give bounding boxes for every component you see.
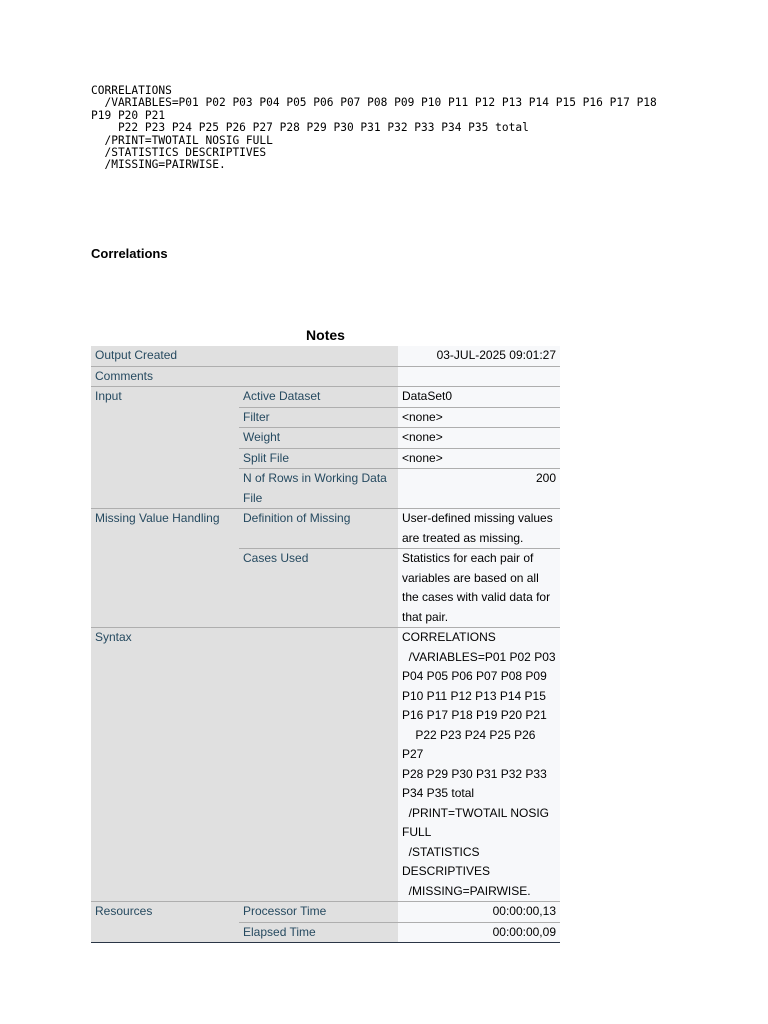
row-label: Output Created (91, 346, 398, 366)
cell-value: Statistics for each pair of variables are based on all the cases with valid data for that pair. (398, 549, 560, 628)
cell-value: 00:00:00,09 (398, 922, 560, 943)
syntax-value-line: P10 P11 P12 P13 P14 P15 (402, 688, 546, 703)
group-label: Resources (91, 902, 239, 943)
table-row (91, 509, 560, 549)
table-row (91, 628, 560, 902)
cell-value: 00:00:00,13 (398, 902, 560, 923)
cell-value: User-defined missing values are treated as missing. (398, 509, 560, 549)
cell-value: 03-JUL-2025 09:01:27 (398, 346, 560, 366)
syntax-line: CORRELATIONS (91, 84, 172, 97)
syntax-value-line: P28 P29 P30 P31 P32 P33 (402, 766, 547, 781)
row-label: N of Rows in Working Data File (239, 469, 398, 509)
cell-value: <none> (398, 428, 560, 449)
syntax-value-line: P34 P35 total (402, 786, 475, 800)
row-label: Split File (239, 448, 398, 469)
row-label: Processor Time (239, 902, 398, 923)
syntax-value-line: P16 P17 P18 P19 P20 P21 (402, 708, 547, 722)
notes-table-title: Notes (306, 327, 345, 343)
cell-value: DataSet0 (398, 387, 560, 408)
syntax-value-line: /VARIABLES=P01 P02 P03 (402, 649, 556, 664)
section-heading: Correlations (91, 246, 168, 261)
cell-value: <none> (398, 448, 560, 469)
syntax-value-line: P22 P23 P24 P25 P26 P27 (402, 727, 539, 761)
cell-value (398, 366, 560, 387)
row-label: Definition of Missing (239, 509, 398, 549)
row-label: Cases Used (239, 549, 398, 628)
cell-value: <none> (398, 407, 560, 428)
syntax-value-line: P04 P05 P06 P07 P08 P09 (402, 669, 547, 683)
syntax-code-block (91, 85, 657, 172)
row-label: Weight (239, 428, 398, 449)
row-label: Syntax (91, 628, 398, 902)
syntax-line: /STATISTICS DESCRIPTIVES (91, 146, 267, 160)
cell-value: 200 (398, 469, 560, 509)
syntax-line: P22 P23 P24 P25 P26 P27 P28 P29 P30 P31 P32 P33 P34 P35 total (91, 121, 529, 135)
syntax-value-cell (398, 628, 560, 902)
syntax-line: /MISSING=PAIRWISE. (91, 158, 226, 172)
syntax-value-line: DESCRIPTIVES (402, 864, 491, 878)
syntax-value-line: FULL (402, 825, 432, 839)
syntax-value-line: /STATISTICS (402, 844, 480, 859)
table-row (91, 366, 560, 387)
syntax-value-line: /PRINT=TWOTAIL NOSIG (402, 805, 550, 820)
row-label: Active Dataset (239, 387, 398, 408)
table-row (91, 346, 560, 366)
table-row (91, 902, 560, 923)
syntax-value-line: CORRELATIONS (402, 630, 496, 644)
syntax-value-line: /MISSING=PAIRWISE. (402, 883, 531, 898)
row-label: Comments (91, 366, 398, 387)
row-label: Filter (239, 407, 398, 428)
table-row (91, 387, 560, 408)
notes-table (91, 346, 560, 943)
group-label: Input (91, 387, 239, 509)
syntax-line: P19 P20 P21 (91, 108, 166, 122)
syntax-line: /VARIABLES=P01 P02 P03 P04 P05 P06 P07 P08 P09 P10 P11 P12 P13 P14 P15 P16 P17 P18 (91, 96, 657, 110)
row-label: Elapsed Time (239, 922, 398, 943)
group-label: Missing Value Handling (91, 509, 239, 628)
syntax-line: /PRINT=TWOTAIL NOSIG FULL (91, 133, 273, 147)
